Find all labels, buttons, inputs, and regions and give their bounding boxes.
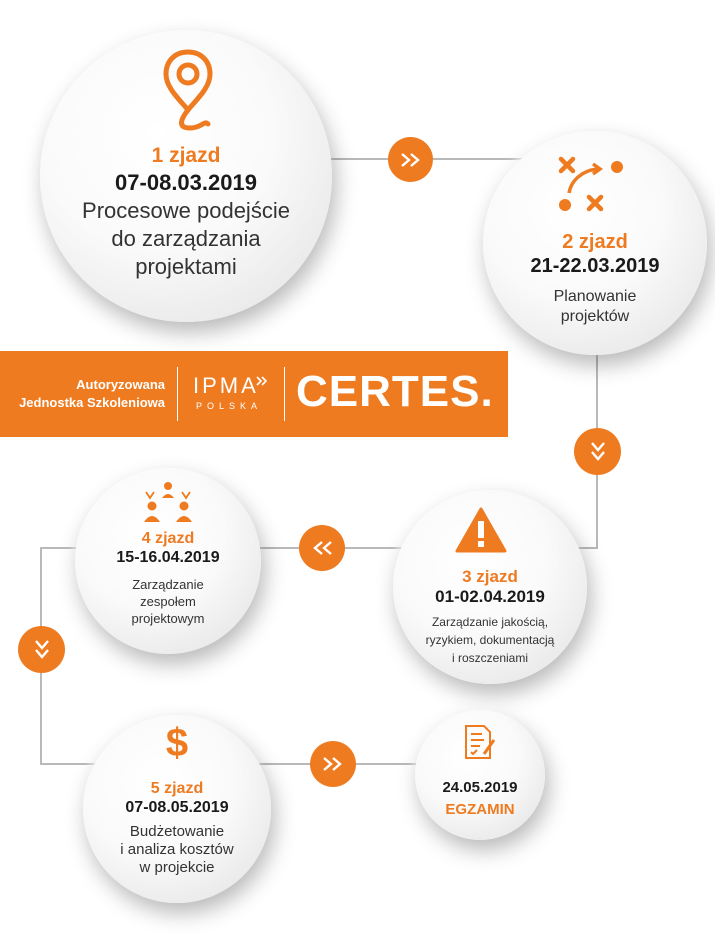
step-3-desc-line1: Zarządzanie jakością, (431, 615, 549, 629)
arrow-right-2 (310, 741, 356, 787)
step-2-circle (483, 131, 707, 355)
step-2-desc-line1: Planowanie (553, 288, 637, 305)
warning-icon (455, 507, 507, 553)
exam-label: EGZAMIN (445, 801, 515, 818)
banner-ipma: IPMA (193, 373, 259, 398)
step-5-desc-line3: w projekcie (139, 859, 215, 876)
step-3-circle (393, 490, 587, 684)
step-2-title: 2 zjazd (562, 231, 628, 253)
strategy-icon (553, 153, 629, 215)
step-5-desc-line2: i analiza kosztów (120, 841, 234, 858)
step-3-title: 3 zjazd (462, 567, 518, 586)
step-5-desc-line1: Budżetowanie (129, 823, 225, 840)
step-1-date: 07-08.03.2019 (115, 170, 257, 195)
location-pin-icon (160, 48, 216, 134)
arrow-left-1 (299, 525, 345, 571)
step-3-desc-line3: i roszczeniami (451, 651, 529, 665)
double-chevron-left-icon (311, 540, 333, 556)
certes-banner (0, 351, 508, 437)
arrow-right-1 (388, 137, 433, 182)
step-1-desc-line2: do zarządzania (111, 226, 261, 251)
exam-checklist-icon (462, 724, 498, 760)
step-2-date: 21-22.03.2019 (530, 255, 660, 277)
step-5-circle (83, 715, 271, 903)
dollar-icon: $ (165, 721, 189, 765)
step-5-date: 07-08.05.2019 (125, 799, 229, 816)
double-chevron-right-icon (400, 152, 422, 168)
banner-certes: CERTES. (296, 367, 494, 416)
step-4-date: 15-16.04.2019 (116, 549, 220, 566)
exam-circle (415, 710, 545, 840)
double-chevron-right-icon (322, 756, 344, 772)
double-chevron-down-icon (590, 441, 606, 463)
step-4-desc-line2: zespołem (140, 594, 196, 609)
banner-divider-2 (284, 367, 285, 421)
step-5-title: 5 zjazd (150, 780, 204, 797)
banner-line2: Jednostka Szkoleniowa (19, 395, 165, 410)
banner-divider-1 (177, 367, 178, 421)
step-3-date: 01-02.04.2019 (435, 587, 545, 606)
step-1-circle (40, 30, 332, 322)
exam-date: 24.05.2019 (442, 779, 518, 796)
step-1-desc-line3: projektami (135, 254, 237, 279)
step-4-desc-line3: projektowym (131, 611, 205, 626)
step-4-circle (75, 468, 261, 654)
double-chevron-down-icon (34, 639, 50, 661)
step-4-desc-line1: Zarządzanie (132, 577, 204, 592)
arrow-down-2 (18, 626, 65, 673)
step-1-title: 1 zjazd (151, 144, 221, 167)
banner-line1: Autoryzowana (76, 377, 165, 392)
banner-polska: POLSKA (196, 401, 263, 411)
team-icon (140, 480, 196, 524)
step-1-desc-line1: Procesowe podejście (82, 198, 290, 223)
ipma-chevron-icon (255, 375, 269, 387)
arrow-down-1 (574, 428, 621, 475)
step-2-desc-line2: projektów (560, 308, 630, 325)
step-4-title: 4 zjazd (141, 530, 195, 547)
step-3-desc-line2: ryzykiem, dokumentacją (425, 633, 555, 647)
